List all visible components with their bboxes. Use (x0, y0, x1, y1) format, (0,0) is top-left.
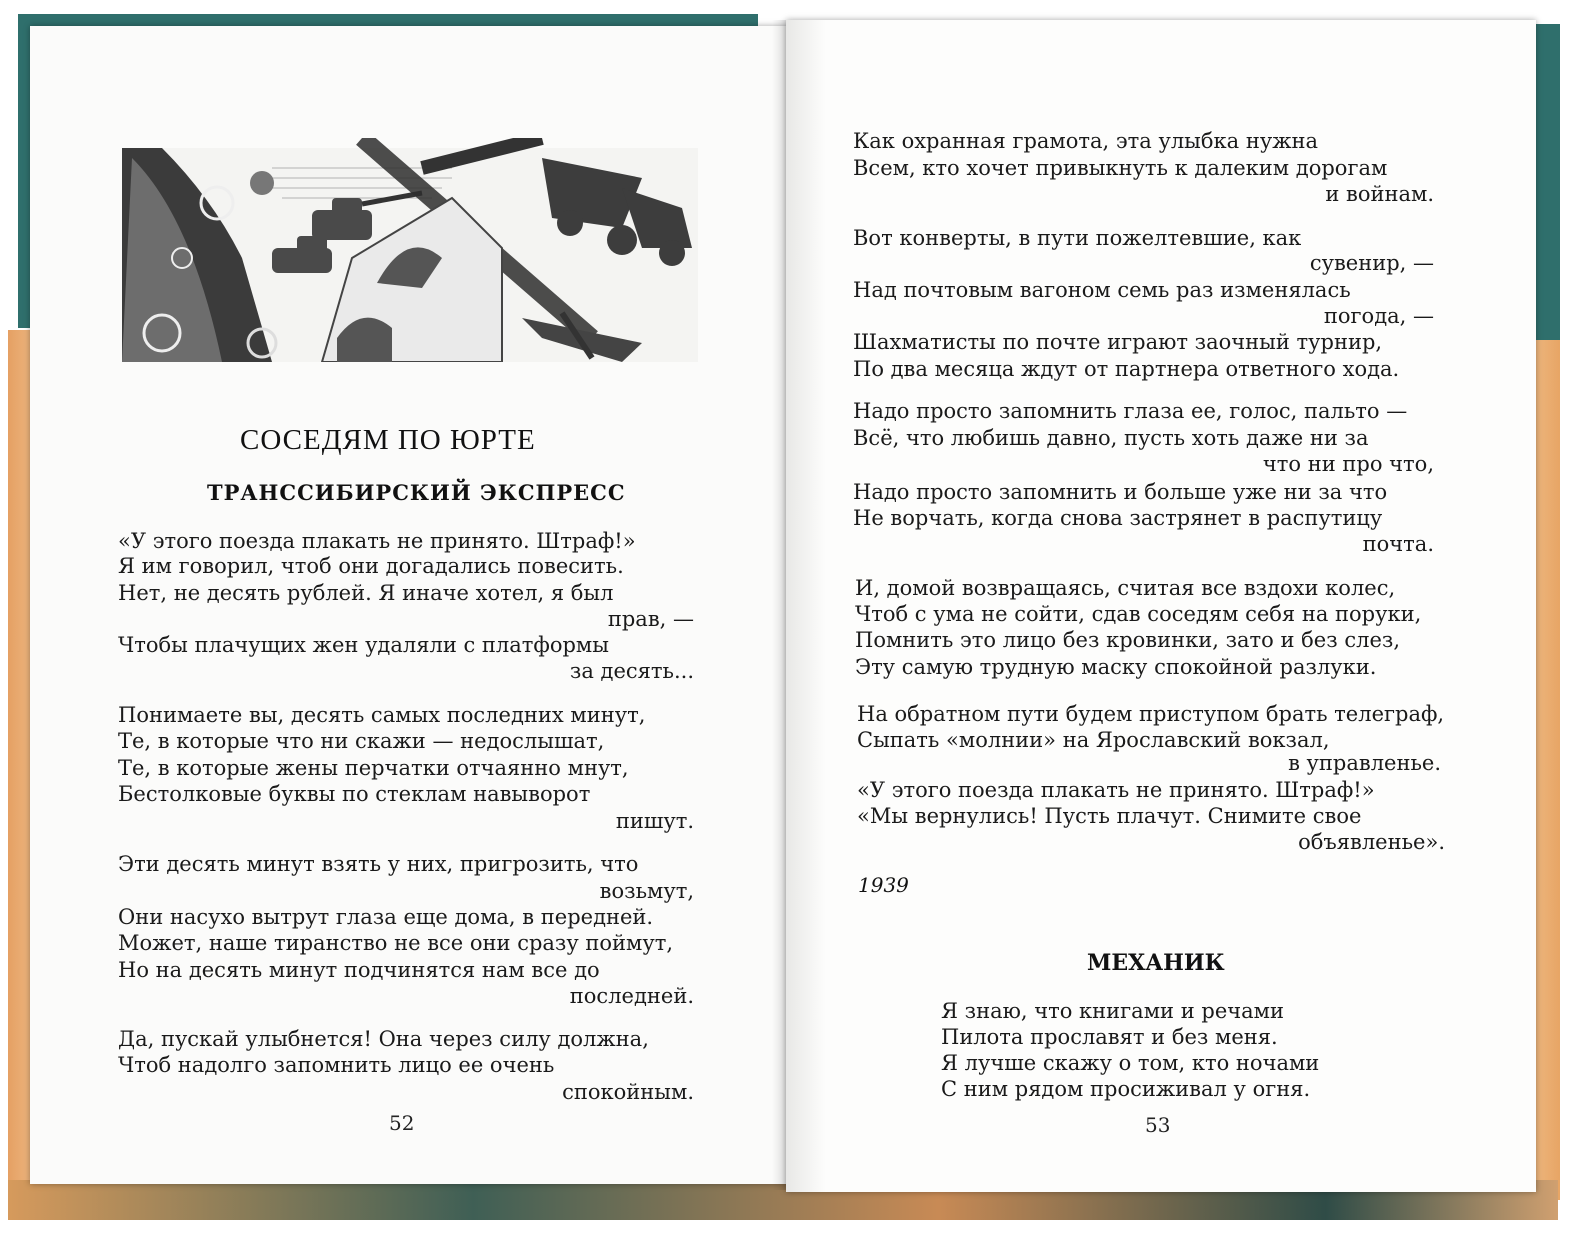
section-heading: СОСЕДЯМ ПО ЮРТЕ (240, 424, 536, 456)
poem-line: Эти десять минут взять у них, пригрозить, что (118, 852, 639, 876)
poem-line: Понимаете вы, десять самых последних минут, (118, 703, 646, 727)
poem-line: возьмут, (599, 879, 694, 903)
poem-line: «Мы вернулись! Пусть плачут. Снимите свое (857, 804, 1362, 828)
poem-line: погода, — (1323, 304, 1434, 328)
poem-line: спокойным. (562, 1080, 694, 1104)
poem-line: Чтобы плачущих жен удаляли с платформы (118, 633, 609, 657)
page-number: 52 (389, 1111, 415, 1135)
poem-line: и войнам. (1325, 182, 1434, 206)
poem-line: прав, — (607, 607, 694, 631)
poem-line: за десять... (569, 659, 694, 683)
poem-line: Сыпать «молнии» на Ярославский вокзал, (857, 728, 1330, 752)
poem-line: Да, пускай улыбнется! Она через силу должна, (118, 1027, 649, 1051)
poem-line: Бестолковые буквы по стеклам навыворот (118, 782, 591, 806)
poem-title-2: МЕХАНИК (1087, 950, 1225, 976)
poem-line: Те, в которые жены перчатки отчаянно мнут, (118, 756, 629, 780)
poem-line: объявленье». (1298, 830, 1445, 854)
poem-line: Те, в которые что ни скажи — недослышат, (118, 729, 605, 753)
poem-line: в управленье. (1288, 751, 1441, 775)
poem-line: почта. (1362, 532, 1434, 556)
poem-title: ТРАНССИБИРСКИЙ ЭКСПРЕСС (207, 480, 626, 505)
poem-line: Я знаю, что книгами и речами (941, 999, 1284, 1023)
poem-line: Чтоб с ума не сойти, сдав соседям себя на поруки, (855, 602, 1422, 626)
poem-year: 1939 (858, 873, 909, 897)
poem-line: Всё, что любишь давно, пусть хоть даже ни за (853, 426, 1369, 450)
poem-line: что ни про что, (1262, 452, 1434, 476)
poem-line: Надо просто запомнить и больше уже ни за что (853, 480, 1388, 504)
poem-line: Надо просто запомнить глаза ее, голос, пальто — (853, 399, 1408, 423)
poem-line: Шахматисты по почте играют заочный турнир, (853, 330, 1383, 354)
poem-line: На обратном пути будем приступом брать телеграф, (857, 702, 1445, 726)
poem-line: «У этого поезда плакать не принято. Штраф!» (857, 778, 1375, 802)
poem-line: И, домой возвращаясь, считая все вздохи колес, (855, 576, 1396, 600)
poem-line: Всем, кто хочет привыкнуть к далеким дорогам (853, 156, 1388, 180)
poem-line: Нет, не десять рублей. Я иначе хотел, я был (118, 581, 614, 605)
poem-line: Вот конверты, в пути пожелтевшие, как (853, 226, 1302, 250)
poem-line: По два месяца ждут от партнера ответного хода. (853, 357, 1400, 381)
poem-line: «У этого поезда плакать не принято. Штраф!» (118, 529, 636, 553)
poem-line: пишут. (615, 809, 694, 833)
poem-line: Может, наше тиранство не все они сразу поймут, (118, 931, 674, 955)
poem-line: Я лучше скажу о том, кто ночами (941, 1051, 1320, 1075)
poem-line: С ним рядом просиживал у огня. (941, 1077, 1311, 1101)
poem-line: Как охранная грамота, эта улыбка нужна (853, 129, 1319, 153)
poem-line: последней. (569, 984, 694, 1008)
poem-line: Не ворчать, когда снова застрянет в распутицу (853, 506, 1383, 530)
poem-line: Помнить это лицо без кровинки, зато и без слез, (855, 628, 1401, 652)
poem-line: Пилота прославят и без меня. (941, 1025, 1278, 1049)
poem-line: сувенир, — (1309, 251, 1434, 275)
poem-line: Над почтовым вагоном семь раз изменялась (853, 278, 1351, 302)
page-number: 53 (1145, 1113, 1171, 1137)
poem-line: Они насухо вытрут глаза еще дома, в передней. (118, 905, 654, 929)
illustration-image (122, 138, 698, 362)
poem-line: Чтоб надолго запомнить лицо ее очень (118, 1053, 555, 1077)
poem-line: Я им говорил, чтоб они догадались повесить. (118, 554, 624, 578)
poem-line: Эту самую трудную маску спокойной разлуки. (855, 655, 1377, 679)
poem-line: Но на десять минут подчинятся нам все до (118, 958, 600, 982)
